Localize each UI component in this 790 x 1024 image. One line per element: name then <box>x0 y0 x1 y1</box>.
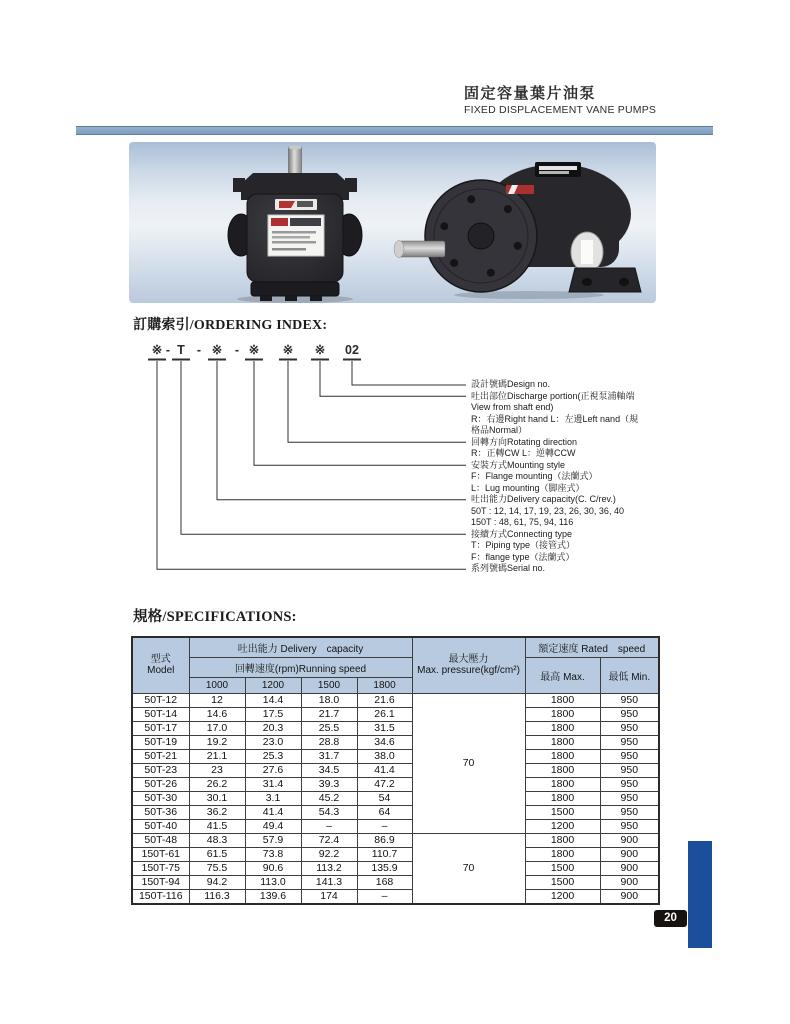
delivery-cell: 116.3 <box>189 889 245 904</box>
table-row <box>132 791 659 805</box>
model-cell: 50T-26 <box>132 777 189 791</box>
rated-min-cell: 900 <box>600 833 659 847</box>
delivery-cell: 26.2 <box>189 777 245 791</box>
rated-min-cell: 950 <box>600 707 659 721</box>
delivery-cell: 73.8 <box>245 847 301 861</box>
rated-max-cell: 1500 <box>525 875 600 889</box>
rated-max-cell: 1800 <box>525 707 600 721</box>
col-header-rated-speed: 額定速度 Rated speed <box>525 637 659 657</box>
col-header-min: 最低 Min. <box>600 657 659 693</box>
delivery-cell: 92.2 <box>301 847 357 861</box>
ordering-desc-line: 150T : 48, 61, 75, 94, 116 <box>471 517 574 527</box>
ordering-desc-line: 50T : 12, 14, 17, 19, 23, 26, 30, 36, 40 <box>471 505 624 516</box>
table-row <box>132 819 659 833</box>
delivery-cell: 17.5 <box>245 707 301 721</box>
side-accent-bar <box>688 841 712 948</box>
delivery-cell: 141.3 <box>301 875 357 889</box>
delivery-cell: – <box>357 889 412 904</box>
delivery-cell: 113.2 <box>301 861 357 875</box>
table-row <box>132 693 659 707</box>
model-cell: 50T-23 <box>132 763 189 777</box>
col-header-rpm-1500: 1500 <box>301 677 357 693</box>
delivery-cell: 41.4 <box>245 805 301 819</box>
rated-min-cell: 950 <box>600 763 659 777</box>
rated-min-cell: 950 <box>600 735 659 749</box>
rated-max-cell: 1200 <box>525 819 600 833</box>
rated-max-cell: 1800 <box>525 763 600 777</box>
product-photo <box>129 142 656 303</box>
delivery-cell: 14.4 <box>245 693 301 707</box>
code-part-discharge: ※ <box>314 343 326 357</box>
spec-table-body <box>132 693 659 904</box>
delivery-cell: 64 <box>357 805 412 819</box>
delivery-cell: 57.9 <box>245 833 301 847</box>
rated-min-cell: 900 <box>600 847 659 861</box>
model-cell: 150T-61 <box>132 847 189 861</box>
code-part-mounting: ※ <box>248 343 260 357</box>
delivery-cell: 61.5 <box>189 847 245 861</box>
delivery-cell: 36.2 <box>189 805 245 819</box>
delivery-cell: 14.6 <box>189 707 245 721</box>
delivery-cell: 20.3 <box>245 721 301 735</box>
rated-min-cell: 950 <box>600 819 659 833</box>
table-row <box>132 777 659 791</box>
rated-min-cell: 900 <box>600 889 659 904</box>
code-part-series: ※ <box>151 343 163 357</box>
delivery-cell: 25.3 <box>245 749 301 763</box>
rated-max-cell: 1800 <box>525 777 600 791</box>
ordering-desc-line: F：flange type（法蘭式） <box>471 551 575 562</box>
rated-max-cell: 1200 <box>525 889 600 904</box>
delivery-cell: 174 <box>301 889 357 904</box>
ordering-desc-line: R：右邊Right hand L：左邊Left nand（規 <box>471 413 639 424</box>
table-row <box>132 875 659 889</box>
delivery-cell: 110.7 <box>357 847 412 861</box>
delivery-cell: 54 <box>357 791 412 805</box>
table-row <box>132 889 659 904</box>
col-header-rpm-1000: 1000 <box>189 677 245 693</box>
delivery-cell: 31.5 <box>357 721 412 735</box>
table-row <box>132 763 659 777</box>
delivery-cell: 45.2 <box>301 791 357 805</box>
delivery-cell: 48.3 <box>189 833 245 847</box>
page-number-badge: 20 <box>654 910 687 927</box>
rated-max-cell: 1800 <box>525 749 600 763</box>
rated-min-cell: 900 <box>600 861 659 875</box>
model-cell: 150T-94 <box>132 875 189 889</box>
delivery-cell: 34.6 <box>357 735 412 749</box>
delivery-cell: 75.5 <box>189 861 245 875</box>
pressure-cell: 70 <box>412 693 525 833</box>
specifications-table <box>131 636 660 905</box>
ordering-desc-line: T：Piping type（接管式） <box>471 540 576 550</box>
delivery-cell: 26.1 <box>357 707 412 721</box>
page-header <box>464 85 656 116</box>
table-row <box>132 749 659 763</box>
rated-min-cell: 900 <box>600 875 659 889</box>
delivery-cell: 31.4 <box>245 777 301 791</box>
ordering-desc-line: 回轉方向Rotating direction <box>471 436 578 447</box>
table-row <box>132 833 659 847</box>
rated-min-cell: 950 <box>600 721 659 735</box>
delivery-cell: 17.0 <box>189 721 245 735</box>
ordering-desc-line: 系列號碼Serial no. <box>471 563 546 573</box>
delivery-cell: – <box>357 819 412 833</box>
model-cell: 150T-75 <box>132 861 189 875</box>
rated-max-cell: 1500 <box>525 805 600 819</box>
delivery-cell: 23.0 <box>245 735 301 749</box>
product-photo-illustration <box>129 142 656 303</box>
delivery-cell: 28.8 <box>301 735 357 749</box>
model-cell: 50T-17 <box>132 721 189 735</box>
rated-min-cell: 950 <box>600 777 659 791</box>
model-cell: 50T-12 <box>132 693 189 707</box>
rated-max-cell: 1800 <box>525 693 600 707</box>
delivery-cell: 21.7 <box>301 707 357 721</box>
rated-min-cell: 950 <box>600 791 659 805</box>
col-header-max: 最高 Max. <box>525 657 600 693</box>
delivery-cell: 139.6 <box>245 889 301 904</box>
code-part-connecting: T <box>177 343 185 357</box>
delivery-cell: 94.2 <box>189 875 245 889</box>
delivery-cell: 41.5 <box>189 819 245 833</box>
rated-max-cell: 1800 <box>525 847 600 861</box>
delivery-cell: 21.1 <box>189 749 245 763</box>
model-cell: 50T-19 <box>132 735 189 749</box>
delivery-cell: 54.3 <box>301 805 357 819</box>
delivery-cell: 47.2 <box>357 777 412 791</box>
delivery-cell: 23 <box>189 763 245 777</box>
col-header-rpm-1800: 1800 <box>357 677 412 693</box>
code-separator: - <box>196 343 202 357</box>
header-divider-bar <box>76 126 713 135</box>
delivery-cell: 38.0 <box>357 749 412 763</box>
ordering-desc-line: R：正轉CW L：逆轉CCW <box>471 448 576 458</box>
delivery-cell: 25.5 <box>301 721 357 735</box>
col-header-rpm-1200: 1200 <box>245 677 301 693</box>
model-cell: 50T-14 <box>132 707 189 721</box>
col-header-running-speed: 回轉速度(rpm)Running speed <box>189 657 412 677</box>
table-row <box>132 805 659 819</box>
delivery-cell: 49.4 <box>245 819 301 833</box>
col-header-pressure: 最大壓力 Max. pressure(kgf/cm²) <box>412 637 525 693</box>
ordering-desc-line: View from shaft end) <box>471 402 554 412</box>
table-row <box>132 721 659 735</box>
rated-max-cell: 1800 <box>525 735 600 749</box>
code-part-rotation: ※ <box>282 343 294 357</box>
col-header-delivery: 吐出能力 Delivery capacity <box>189 637 412 657</box>
ordering-descriptions <box>471 379 716 575</box>
delivery-cell: 19.2 <box>189 735 245 749</box>
specifications-title: 規格/SPECIFICATIONS: <box>133 609 297 625</box>
model-cell: 50T-40 <box>132 819 189 833</box>
code-part-capacity: ※ <box>211 343 223 357</box>
code-separator: - <box>165 343 171 357</box>
table-row <box>132 735 659 749</box>
delivery-cell: 113.0 <box>245 875 301 889</box>
model-cell: 50T-48 <box>132 833 189 847</box>
model-cell: 50T-21 <box>132 749 189 763</box>
rated-min-cell: 950 <box>600 805 659 819</box>
model-cell: 150T-116 <box>132 889 189 904</box>
ordering-desc-line: L：Lug mounting（脚座式） <box>471 482 585 493</box>
delivery-cell: 41.4 <box>357 763 412 777</box>
page-title-en: FIXED DISPLACEMENT VANE PUMPS <box>464 104 657 116</box>
ordering-desc-line: 吐出部位Discharge portion(正視泵浦軸端 <box>471 390 635 401</box>
delivery-cell: 18.0 <box>301 693 357 707</box>
rated-max-cell: 1500 <box>525 861 600 875</box>
table-row <box>132 707 659 721</box>
delivery-cell: 30.1 <box>189 791 245 805</box>
rated-max-cell: 1800 <box>525 833 600 847</box>
ordering-desc-line: 吐出能力Delivery capacity(C. C/rev.) <box>471 494 616 504</box>
delivery-cell: 34.5 <box>301 763 357 777</box>
delivery-cell: – <box>301 819 357 833</box>
model-cell: 50T-30 <box>132 791 189 805</box>
code-separator: - <box>234 343 240 357</box>
ordering-desc-line: F：Flange mounting（法蘭式） <box>471 471 598 481</box>
delivery-cell: 39.3 <box>301 777 357 791</box>
delivery-cell: 86.9 <box>357 833 412 847</box>
table-row <box>132 847 659 861</box>
delivery-cell: 72.4 <box>301 833 357 847</box>
delivery-cell: 135.9 <box>357 861 412 875</box>
ordering-index-title: 訂購索引/ORDERING INDEX: <box>133 318 328 333</box>
delivery-cell: 27.6 <box>245 763 301 777</box>
ordering-desc-line: 接續方式Connecting type <box>471 528 573 539</box>
rated-min-cell: 950 <box>600 693 659 707</box>
code-part-design-no: 02 <box>345 343 359 357</box>
delivery-cell: 31.7 <box>301 749 357 763</box>
rated-max-cell: 1800 <box>525 721 600 735</box>
page-title-zh: 固定容量葉片油泵 <box>464 85 597 102</box>
model-cell: 50T-36 <box>132 805 189 819</box>
rated-min-cell: 950 <box>600 749 659 763</box>
delivery-cell: 3.1 <box>245 791 301 805</box>
delivery-cell: 12 <box>189 693 245 707</box>
ordering-desc-line: 設計號碼Design no. <box>471 379 551 389</box>
pressure-cell: 70 <box>412 833 525 904</box>
table-row <box>132 861 659 875</box>
ordering-desc-line: 格品Normal） <box>471 425 528 435</box>
delivery-cell: 21.6 <box>357 693 412 707</box>
delivery-cell: 90.6 <box>245 861 301 875</box>
ordering-desc-line: 安裝方式Mounting style <box>471 459 566 470</box>
rated-max-cell: 1800 <box>525 791 600 805</box>
delivery-cell: 168 <box>357 875 412 889</box>
col-header-model: 型式 Model <box>132 637 189 693</box>
